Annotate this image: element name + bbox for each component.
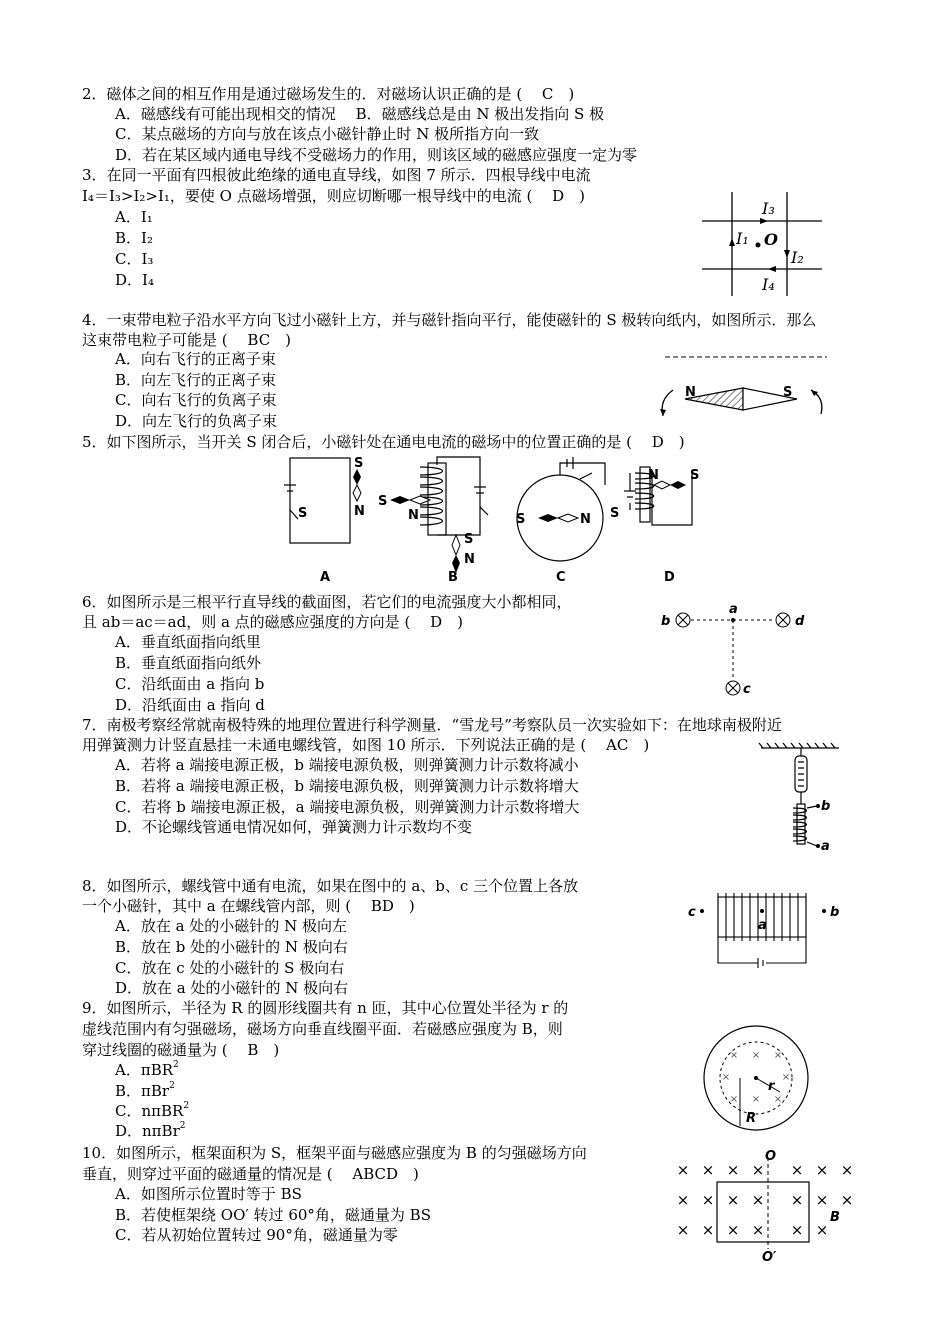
q8-option-d: D．放在 a 处的小磁针的 N 极向右	[115, 979, 349, 997]
q5-c-needle-s: S	[516, 512, 526, 527]
q7-option-b: B．若将 a 端接电源正极，b 端接电源负极，则弹簧测力计示数将增大	[115, 777, 579, 795]
svg-text:×: ×	[773, 1094, 783, 1105]
q5-label-c: C	[556, 570, 566, 585]
q10-stem-2: 垂直，则穿过平面的磁通量的情况是 ( ABCD )	[82, 1165, 419, 1183]
q9-option-c-text: C．nπBR	[115, 1102, 184, 1120]
q5-d-needle-n: N	[648, 468, 659, 483]
svg-text:×: ×	[726, 1161, 740, 1179]
q7-stem-2: 用弹簧测力计竖直悬挂一未通电螺线管，如图 10 所示．下列说法正确的是 ( AC )	[82, 736, 650, 754]
q9-option-a	[115, 1060, 179, 1080]
q3-option-a: A．I₁	[115, 208, 153, 226]
q3-stem-1: 3．在同一平面有四根彼此绝缘的通电直导线，如图 7 所示．四根导线中电流	[82, 166, 591, 184]
svg-text:×: ×	[751, 1221, 765, 1239]
q5-a-switch-s: S	[298, 506, 308, 521]
q5-b-lower-s: S	[464, 532, 474, 547]
q8-label-b: b	[830, 905, 840, 920]
q4-option-b: B．向左飞行的正离子束	[115, 371, 277, 389]
q9-option-c-sup: 2	[183, 1101, 190, 1111]
q8-stem-1: 8．如图所示，螺线管中通有电流，如果在图中的 a、b、c 三个位置上各放	[82, 877, 579, 895]
q3-label-o: O	[764, 230, 778, 249]
q3-label-i2: I₂	[791, 248, 804, 267]
q8-label-a: a	[758, 918, 767, 933]
q9-option-b-sup: 2	[169, 1081, 175, 1091]
q2-option-d: D．若在某区域内通电导线不受磁场力的作用，则该区域的磁感应强度一定为零	[115, 146, 638, 164]
q5-b-lower-n: N	[464, 552, 475, 567]
q6-stem-2: 且 ab＝ac＝ad，则 a 点的磁感应强度的方向是 ( D )	[82, 613, 463, 631]
q6-label-a: a	[729, 602, 738, 617]
q3-label-i3: I₃	[762, 199, 775, 218]
q5-stem: 5．如下图所示，当开关 S 闭合后，小磁针处在通电电流的磁场中的位置正确的是 ( D )	[82, 433, 685, 451]
q7-spring-scale-figure	[755, 742, 845, 857]
q5-b-needle-s: S	[378, 494, 388, 509]
q7-option-d: D．不论螺线管通电情况如何，弹簧测力计示数均不变	[115, 818, 473, 836]
q5-circuits-figure	[280, 455, 720, 587]
svg-text:×: ×	[701, 1191, 715, 1209]
q10-option-c: C．若从初始位置转过 90°角，磁通量为零	[115, 1226, 398, 1244]
q2-stem: 2．磁体之间的相互作用是通过磁场发生的．对磁场认识正确的是 ( C )	[82, 85, 575, 103]
q4-stem-1: 4．一束带电粒子沿水平方向飞过小磁针上方，并与磁针指向平行，能使磁针的 S 极转向纸内，如图所示．那么	[82, 311, 817, 329]
svg-text:×: ×	[701, 1221, 715, 1239]
q8-option-c: C．放在 c 处的小磁针的 S 极向右	[115, 959, 345, 977]
q3-label-i1: I₁	[736, 229, 749, 248]
q5-label-d: D	[664, 570, 675, 585]
svg-text:×: ×	[729, 1094, 739, 1105]
svg-text:×: ×	[790, 1191, 804, 1209]
q4-option-c: C．向右飞行的负离子束	[115, 391, 277, 409]
svg-text:×: ×	[726, 1221, 740, 1239]
q4-compass-figure	[655, 350, 830, 425]
q9-stem-1: 9．如图所示，半径为 R 的圆形线圈共有 n 匝，其中心位置处半径为 r 的	[82, 999, 569, 1017]
q9-option-d-sup: 2	[179, 1121, 186, 1131]
svg-text:×: ×	[815, 1221, 829, 1239]
q8-stem-2: 一个小磁针，其中 a 在螺线管内部，则 ( BD )	[82, 897, 415, 915]
q8-option-b: B．放在 b 处的小磁针的 N 极向右	[115, 938, 348, 956]
svg-text:×: ×	[729, 1050, 739, 1061]
svg-text:×: ×	[676, 1221, 690, 1239]
q9-option-a-text: A．πBR	[115, 1061, 174, 1079]
q8-solenoid-figure	[682, 885, 842, 970]
q5-label-a: A	[320, 570, 331, 585]
q6-label-c: c	[743, 682, 751, 697]
q9-option-c	[115, 1101, 189, 1121]
q5-b-needle-n: N	[408, 508, 419, 523]
q7-label-b: b	[821, 799, 831, 814]
q2-option-ab: A．磁感线有可能出现相交的情况 B．磁感线总是由 N 极出发指向 S 极	[115, 105, 605, 123]
svg-text:×: ×	[751, 1094, 761, 1105]
q7-option-a: A．若将 a 端接电源正极，b 端接电源负极，则弹簧测力计示数将减小	[115, 756, 579, 774]
q7-option-c: C．若将 b 端接电源正极，a 端接电源负极，则弹簧测力计示数将增大	[115, 798, 580, 816]
svg-text:×: ×	[676, 1161, 690, 1179]
svg-text:×: ×	[721, 1072, 731, 1083]
q6-label-b: b	[661, 614, 671, 629]
svg-text:×: ×	[773, 1050, 783, 1061]
q5-d-needle-s: S	[690, 468, 700, 483]
q9-option-d	[115, 1121, 185, 1141]
q6-option-b: B．垂直纸面指向纸外	[115, 654, 262, 672]
q4-option-d: D．向左飞行的负离子束	[115, 412, 278, 430]
q5-a-needle-n: N	[354, 504, 365, 519]
q9-option-a-sup: 2	[173, 1060, 179, 1070]
q4-option-a: A．向右飞行的正离子束	[115, 350, 276, 368]
q10-stem-1: 10．如图所示，框架面积为 S，框架平面与磁感应强度为 B 的匀强磁场方向	[82, 1144, 587, 1162]
q10-frame-figure	[665, 1145, 865, 1263]
q6-option-a: A．垂直纸面指向纸里	[115, 633, 261, 651]
svg-text:×: ×	[790, 1161, 804, 1179]
svg-text:×: ×	[840, 1191, 854, 1209]
q9-label-big-r: R	[746, 1111, 757, 1126]
q9-option-b	[115, 1081, 175, 1101]
q9-option-b-text: B．πBr	[115, 1082, 170, 1100]
svg-text:×: ×	[701, 1161, 715, 1179]
q10-label-o: O	[765, 1149, 777, 1164]
q8-option-a: A．放在 a 处的小磁针的 N 极向左	[115, 917, 347, 935]
q3-stem-2: I₄＝I₃>I₂>I₁，要使 O 点磁场增强，则应切断哪一根导线中的电流 ( D )	[82, 187, 585, 205]
q2-option-c: C．某点磁场的方向与放在该点小磁针静止时 N 极所指方向一致	[115, 125, 540, 143]
q9-label-r: r	[768, 1079, 775, 1094]
svg-text:×: ×	[751, 1050, 761, 1061]
svg-text:×: ×	[815, 1191, 829, 1209]
q4-label-n: N	[685, 385, 696, 400]
svg-text:×: ×	[790, 1221, 804, 1239]
q5-label-b: B	[448, 570, 458, 585]
svg-text:×: ×	[840, 1161, 854, 1179]
q4-label-s: S	[783, 385, 793, 400]
q3-option-b: B．I₂	[115, 229, 153, 247]
svg-text:×: ×	[815, 1161, 829, 1179]
q6-option-d: D．沿纸面由 a 指向 d	[115, 696, 265, 714]
svg-text:×: ×	[676, 1191, 690, 1209]
q10-label-b: B	[830, 1210, 840, 1225]
q4-stem-2: 这束带电粒子可能是 ( BC )	[82, 331, 292, 349]
q8-label-c: c	[688, 905, 696, 920]
q9-stem-2: 虚线范围内有匀强磁场，磁场方向垂直线圈平面．若磁感应强度为 B，则	[82, 1020, 563, 1038]
q6-label-d: d	[795, 614, 805, 629]
q3-label-i4: I₄	[762, 275, 775, 294]
q6-stem-1: 6．如图所示是三根平行直导线的截面图，若它们的电流强度大小都相同，	[82, 593, 572, 611]
q9-stem-3: 穿过线圈的磁通量为 ( B )	[82, 1041, 280, 1059]
q10-option-a: A．如图所示位置时等于 BS	[115, 1185, 302, 1203]
q9-coil-figure	[700, 1022, 812, 1134]
q3-wire-figure	[700, 190, 825, 300]
q7-stem-1: 7．南极考察经常就南极特殊的地理位置进行科学测量．“雪龙号”考察队员一次实验如下：在地球南极附近	[82, 716, 782, 734]
svg-text:×: ×	[726, 1191, 740, 1209]
svg-text:×: ×	[751, 1191, 765, 1209]
svg-text:×: ×	[781, 1072, 791, 1083]
q9-option-d-text: D．nπBr	[115, 1122, 180, 1140]
q5-d-switch-s: S	[610, 506, 620, 521]
q10-option-b: B．若使框架绕 OO′ 转过 60°角，磁通量为 BS	[115, 1206, 431, 1224]
q5-c-needle-n: N	[580, 512, 591, 527]
q6-option-c: C．沿纸面由 a 指向 b	[115, 675, 265, 693]
q3-option-d: D．I₄	[115, 271, 154, 289]
q3-option-c: C．I₃	[115, 250, 154, 268]
q10-label-o-prime: O′	[762, 1250, 777, 1263]
q5-a-needle-s: S	[354, 456, 364, 471]
q6-wires-figure	[655, 600, 815, 700]
q7-label-a: a	[821, 839, 830, 854]
svg-text:×: ×	[751, 1161, 765, 1179]
